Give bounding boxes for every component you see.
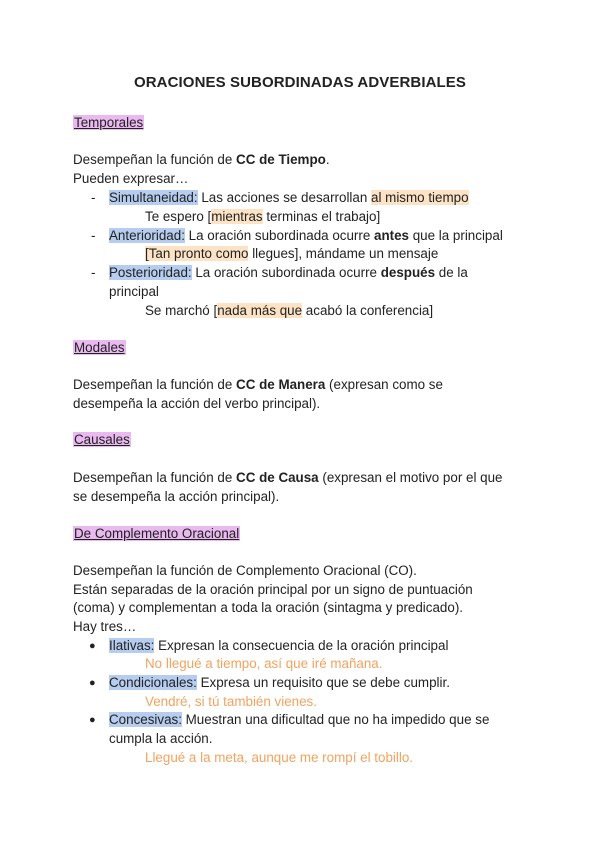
- section-heading-complemento: De Complemento Oracional: [74, 526, 240, 541]
- temporales-item-anterioridad: Anterioridad: La oración subordinada ocurre antes que la principal: [109, 228, 503, 243]
- temporales-item-posterioridad: Posterioridad: La oración subordinada ocurre después de la: [109, 265, 468, 280]
- temporales-example-posterioridad: Se marchó [nada más que acabó la conferencia]: [145, 303, 434, 318]
- complemento-example-condicionales: Vendré, si tú también vienes.: [145, 694, 317, 709]
- temporales-intro: Pueden expresar…: [73, 171, 189, 186]
- bullet-marker: ●: [89, 714, 96, 726]
- dash-marker: -: [91, 228, 96, 243]
- complemento-line-1: Desempeñan la función de Complemento Oracional (CO).: [73, 563, 417, 578]
- complemento-item-ilativas: Ilativas: Expresan la consecuencia de la oración principal: [109, 638, 449, 653]
- dash-marker: -: [91, 265, 96, 280]
- complemento-example-ilativas: No llegué a tiempo, así que iré mañana.: [145, 656, 383, 671]
- section-heading-temporales: Temporales: [74, 115, 144, 130]
- complemento-line-2: Están separadas de la oración principal por un signo de puntuación: [73, 582, 473, 597]
- causales-function-cont: se desempeña la acción principal).: [73, 489, 280, 504]
- complemento-item-condicionales: Condicionales: Expresa un requisito que se debe cumplir.: [109, 675, 450, 690]
- section-heading-causales: Causales: [74, 432, 130, 447]
- page-title: ORACIONES SUBORDINADAS ADVERBIALES: [133, 74, 467, 91]
- temporales-item-posterioridad-cont: principal: [109, 284, 159, 299]
- complemento-line-4: Hay tres…: [73, 619, 137, 634]
- section-heading-modales: Modales: [74, 340, 125, 355]
- complemento-line-3: (coma) y complementan a toda la oración (sintagma y predicado).: [73, 600, 464, 615]
- temporales-example-simultaneidad: Te espero [mientras terminas el trabajo]: [145, 209, 381, 224]
- bullet-marker: ●: [89, 677, 96, 689]
- temporales-item-simultaneidad: Simultaneidad: Las acciones se desarrollan al mismo tiempo: [109, 190, 469, 205]
- complemento-example-concesivas: Llegué a la meta, aunque me rompí el tobillo.: [145, 750, 413, 765]
- bullet-marker: ●: [89, 640, 96, 652]
- temporales-example-anterioridad: [Tan pronto como llegues], mándame un mensaje: [145, 246, 439, 261]
- complemento-item-concesivas: Concesivas: Muestran una dificultad que no ha impedido que se: [109, 712, 490, 727]
- causales-function: Desempeñan la función de CC de Causa (expresan el motivo por el que: [73, 470, 503, 485]
- complemento-item-concesivas-cont: cumpla la acción.: [109, 731, 213, 746]
- temporales-function: Desempeñan la función de CC de Tiempo.: [73, 152, 330, 167]
- modales-function-cont: desempeña la acción del verbo principal).: [73, 396, 321, 411]
- dash-marker: -: [91, 190, 96, 205]
- modales-function: Desempeñan la función de CC de Manera (expresan como se: [73, 377, 443, 392]
